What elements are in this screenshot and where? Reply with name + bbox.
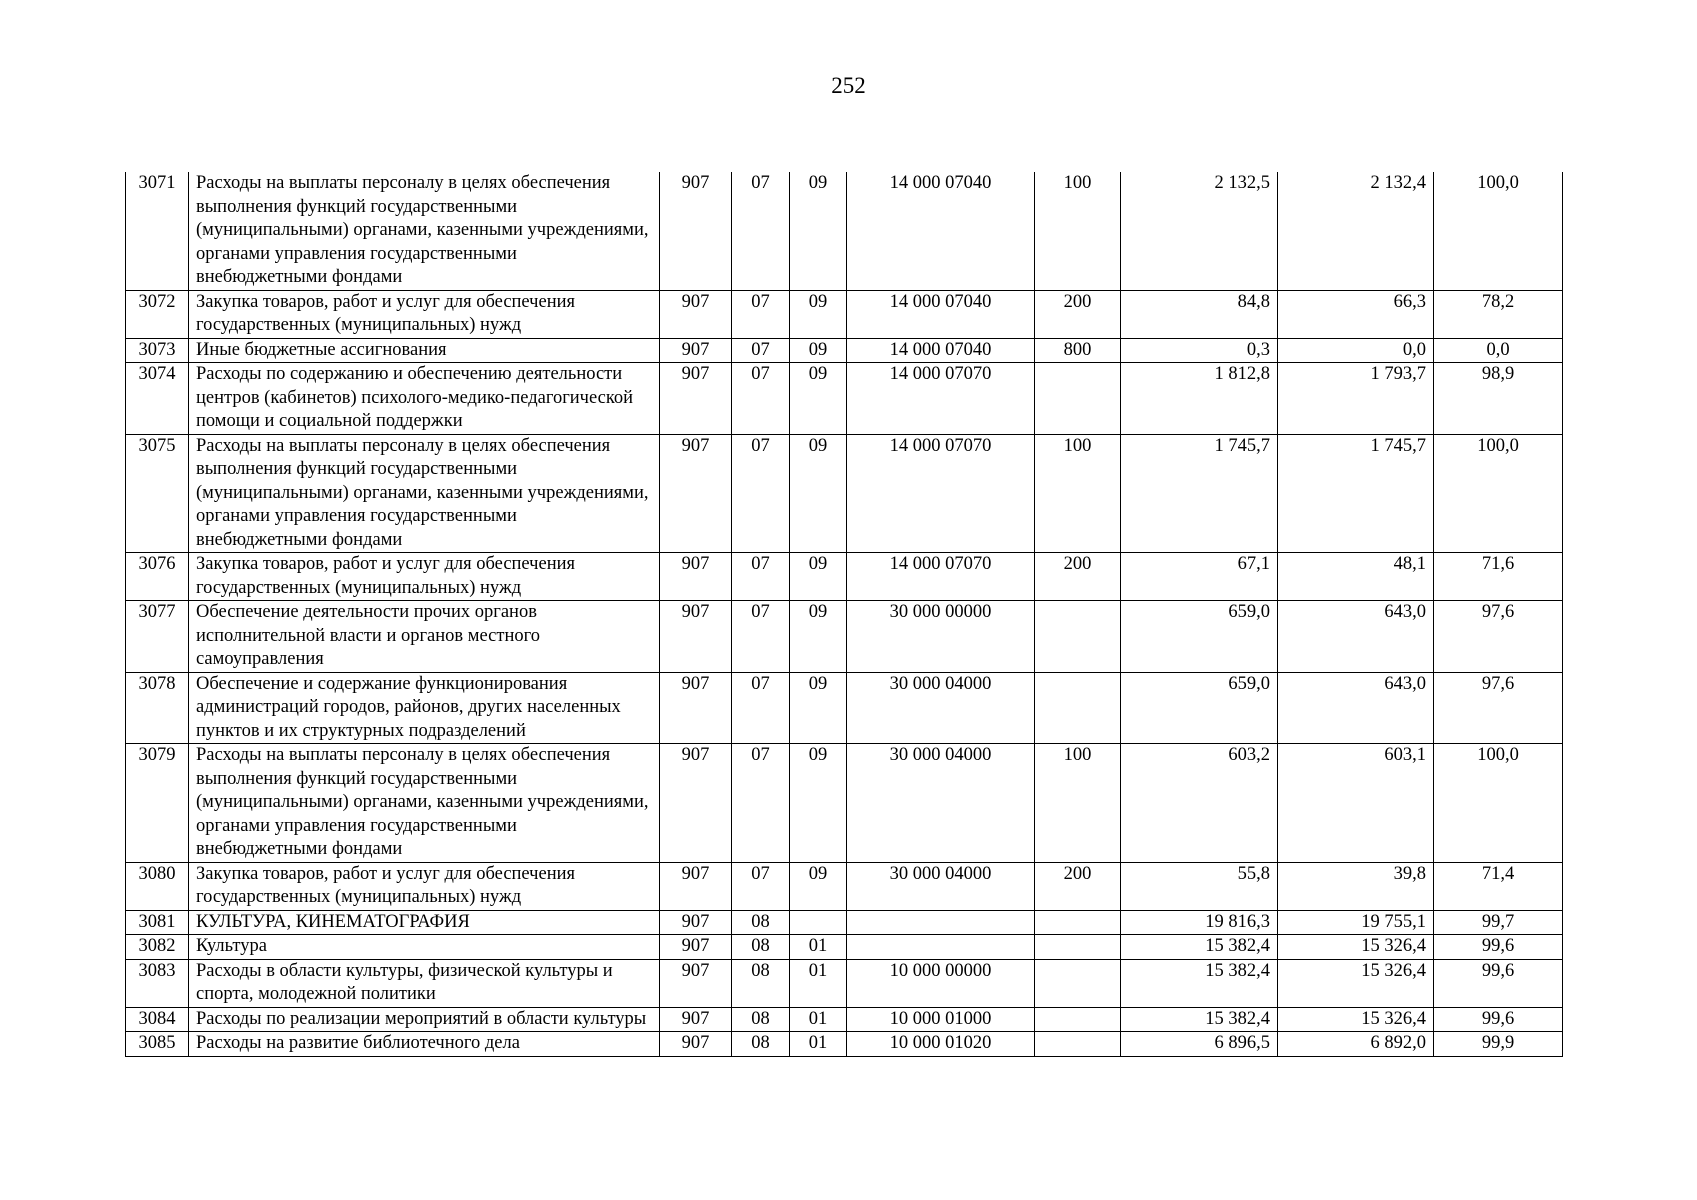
target-item-code-cell: 30 000 04000 [847, 744, 1035, 863]
execution-percent-cell: 99,9 [1434, 1032, 1563, 1057]
department-code-cell: 907 [660, 910, 732, 935]
department-code-cell: 907 [660, 290, 732, 338]
target-item-code-cell: 10 000 01000 [847, 1007, 1035, 1032]
actual-amount-cell: 19 755,1 [1278, 910, 1434, 935]
department-code-cell: 907 [660, 672, 732, 744]
department-code-cell: 907 [660, 172, 732, 290]
expense-type-code-cell: 200 [1035, 553, 1121, 601]
expense-type-code-cell [1035, 910, 1121, 935]
department-code-cell: 907 [660, 935, 732, 960]
actual-amount-cell: 1 793,7 [1278, 363, 1434, 435]
planned-amount-cell: 603,2 [1121, 744, 1278, 863]
planned-amount-cell: 6 896,5 [1121, 1032, 1278, 1057]
target-item-code-cell: 14 000 07070 [847, 553, 1035, 601]
expense-name-cell: Расходы по реализации мероприятий в области культуры [189, 1007, 660, 1032]
row-number-cell: 3082 [126, 935, 189, 960]
row-number-cell: 3077 [126, 601, 189, 673]
target-item-code-cell: 14 000 07040 [847, 172, 1035, 290]
subsection-code-cell: 09 [790, 338, 847, 363]
target-item-code-cell: 14 000 07070 [847, 434, 1035, 553]
subsection-code-cell: 09 [790, 434, 847, 553]
target-item-code-cell: 10 000 00000 [847, 959, 1035, 1007]
execution-percent-cell: 99,6 [1434, 959, 1563, 1007]
section-code-cell: 08 [732, 935, 790, 960]
planned-amount-cell: 67,1 [1121, 553, 1278, 601]
row-number-cell: 3081 [126, 910, 189, 935]
subsection-code-cell: 01 [790, 935, 847, 960]
section-code-cell: 07 [732, 744, 790, 863]
table-row [126, 172, 1563, 290]
actual-amount-cell: 0,0 [1278, 338, 1434, 363]
section-code-cell: 07 [732, 290, 790, 338]
execution-percent-cell: 100,0 [1434, 172, 1563, 290]
table-row [126, 338, 1563, 363]
target-item-code-cell: 30 000 04000 [847, 672, 1035, 744]
execution-percent-cell: 97,6 [1434, 601, 1563, 673]
planned-amount-cell: 659,0 [1121, 672, 1278, 744]
expense-name-cell: Расходы на развитие библиотечного дела [189, 1032, 660, 1057]
table-row [126, 744, 1563, 863]
table-row [126, 601, 1563, 673]
target-item-code-cell: 30 000 00000 [847, 601, 1035, 673]
planned-amount-cell: 15 382,4 [1121, 959, 1278, 1007]
expense-name-cell: Культура [189, 935, 660, 960]
row-number-cell: 3076 [126, 553, 189, 601]
row-number-cell: 3084 [126, 1007, 189, 1032]
table-row [126, 862, 1563, 910]
execution-percent-cell: 71,6 [1434, 553, 1563, 601]
row-number-cell: 3075 [126, 434, 189, 553]
actual-amount-cell: 643,0 [1278, 672, 1434, 744]
planned-amount-cell: 15 382,4 [1121, 1007, 1278, 1032]
target-item-code-cell: 10 000 01020 [847, 1032, 1035, 1057]
department-code-cell: 907 [660, 744, 732, 863]
planned-amount-cell: 2 132,5 [1121, 172, 1278, 290]
table-row [126, 1032, 1563, 1057]
expense-type-code-cell: 800 [1035, 338, 1121, 363]
subsection-code-cell: 09 [790, 363, 847, 435]
planned-amount-cell: 0,3 [1121, 338, 1278, 363]
row-number-cell: 3080 [126, 862, 189, 910]
planned-amount-cell: 15 382,4 [1121, 935, 1278, 960]
table-row [126, 959, 1563, 1007]
expense-type-code-cell: 200 [1035, 290, 1121, 338]
subsection-code-cell: 09 [790, 601, 847, 673]
expense-type-code-cell [1035, 601, 1121, 673]
execution-percent-cell: 99,6 [1434, 935, 1563, 960]
expense-name-cell: Расходы на выплаты персоналу в целях обеспечения выполнения функций государственными (муниципальными) органами, казенными учреждениями, органами управления государственными внебюджетными фондами [189, 434, 660, 553]
department-code-cell: 907 [660, 862, 732, 910]
expense-name-cell: Закупка товаров, работ и услуг для обеспечения государственных (муниципальных) нужд [189, 553, 660, 601]
execution-percent-cell: 78,2 [1434, 290, 1563, 338]
planned-amount-cell: 19 816,3 [1121, 910, 1278, 935]
subsection-code-cell: 01 [790, 959, 847, 1007]
row-number-cell: 3072 [126, 290, 189, 338]
target-item-code-cell: 30 000 04000 [847, 862, 1035, 910]
planned-amount-cell: 1 812,8 [1121, 363, 1278, 435]
department-code-cell: 907 [660, 1007, 732, 1032]
target-item-code-cell: 14 000 07070 [847, 363, 1035, 435]
section-code-cell: 08 [732, 910, 790, 935]
expense-name-cell: КУЛЬТУРА, КИНЕМАТОГРАФИЯ [189, 910, 660, 935]
subsection-code-cell: 09 [790, 672, 847, 744]
department-code-cell: 907 [660, 601, 732, 673]
execution-percent-cell: 100,0 [1434, 434, 1563, 553]
expense-name-cell: Расходы по содержанию и обеспечению деятельности центров (кабинетов) психолого-медико-педагогической помощи и социальной поддержки [189, 363, 660, 435]
subsection-code-cell: 09 [790, 290, 847, 338]
department-code-cell: 907 [660, 959, 732, 1007]
department-code-cell: 907 [660, 434, 732, 553]
actual-amount-cell: 39,8 [1278, 862, 1434, 910]
department-code-cell: 907 [660, 363, 732, 435]
execution-percent-cell: 99,6 [1434, 1007, 1563, 1032]
section-code-cell: 07 [732, 338, 790, 363]
expense-type-code-cell [1035, 959, 1121, 1007]
expense-name-cell: Закупка товаров, работ и услуг для обеспечения государственных (муниципальных) нужд [189, 290, 660, 338]
subsection-code-cell [790, 910, 847, 935]
target-item-code-cell: 14 000 07040 [847, 290, 1035, 338]
department-code-cell: 907 [660, 1032, 732, 1057]
row-number-cell: 3085 [126, 1032, 189, 1057]
table-row [126, 434, 1563, 553]
section-code-cell: 08 [732, 1032, 790, 1057]
subsection-code-cell: 09 [790, 172, 847, 290]
expense-type-code-cell [1035, 1007, 1121, 1032]
expense-name-cell: Расходы на выплаты персоналу в целях обеспечения выполнения функций государственными (муниципальными) органами, казенными учреждениями, органами управления государственными внебюджетными фондами [189, 172, 660, 290]
expense-name-cell: Обеспечение деятельности прочих органов исполнительной власти и органов местного самоуправления [189, 601, 660, 673]
subsection-code-cell: 01 [790, 1007, 847, 1032]
section-code-cell: 07 [732, 172, 790, 290]
target-item-code-cell [847, 935, 1035, 960]
row-number-cell: 3073 [126, 338, 189, 363]
actual-amount-cell: 643,0 [1278, 601, 1434, 673]
section-code-cell: 07 [732, 862, 790, 910]
section-code-cell: 08 [732, 1007, 790, 1032]
expense-name-cell: Расходы в области культуры, физической культуры и спорта, молодежной политики [189, 959, 660, 1007]
actual-amount-cell: 48,1 [1278, 553, 1434, 601]
row-number-cell: 3071 [126, 172, 189, 290]
section-code-cell: 07 [732, 363, 790, 435]
actual-amount-cell: 15 326,4 [1278, 1007, 1434, 1032]
section-code-cell: 07 [732, 601, 790, 673]
expense-type-code-cell [1035, 363, 1121, 435]
table-row [126, 672, 1563, 744]
target-item-code-cell [847, 910, 1035, 935]
execution-percent-cell: 0,0 [1434, 338, 1563, 363]
actual-amount-cell: 15 326,4 [1278, 935, 1434, 960]
table-row [126, 935, 1563, 960]
table-row [126, 910, 1563, 935]
subsection-code-cell: 01 [790, 1032, 847, 1057]
execution-percent-cell: 98,9 [1434, 363, 1563, 435]
row-number-cell: 3078 [126, 672, 189, 744]
subsection-code-cell: 09 [790, 862, 847, 910]
section-code-cell: 07 [732, 434, 790, 553]
actual-amount-cell: 15 326,4 [1278, 959, 1434, 1007]
subsection-code-cell: 09 [790, 744, 847, 863]
expense-name-cell: Закупка товаров, работ и услуг для обеспечения государственных (муниципальных) нужд [189, 862, 660, 910]
table-row [126, 363, 1563, 435]
execution-percent-cell: 97,6 [1434, 672, 1563, 744]
table-row [126, 553, 1563, 601]
planned-amount-cell: 55,8 [1121, 862, 1278, 910]
department-code-cell: 907 [660, 553, 732, 601]
page-number: 252 [831, 73, 866, 98]
subsection-code-cell: 09 [790, 553, 847, 601]
expense-type-code-cell: 100 [1035, 744, 1121, 863]
table-body [126, 172, 1563, 1056]
row-number-cell: 3074 [126, 363, 189, 435]
execution-percent-cell: 71,4 [1434, 862, 1563, 910]
actual-amount-cell: 603,1 [1278, 744, 1434, 863]
table-row [126, 1007, 1563, 1032]
department-code-cell: 907 [660, 338, 732, 363]
section-code-cell: 07 [732, 553, 790, 601]
section-code-cell: 07 [732, 672, 790, 744]
expense-name-cell: Обеспечение и содержание функционирования администраций городов, районов, других населенных пунктов и их структурных подразделений [189, 672, 660, 744]
table-row [126, 290, 1563, 338]
actual-amount-cell: 66,3 [1278, 290, 1434, 338]
expense-type-code-cell: 100 [1035, 172, 1121, 290]
actual-amount-cell: 2 132,4 [1278, 172, 1434, 290]
budget-table [125, 172, 1563, 1057]
row-number-cell: 3083 [126, 959, 189, 1007]
execution-percent-cell: 99,7 [1434, 910, 1563, 935]
actual-amount-cell: 1 745,7 [1278, 434, 1434, 553]
row-number-cell: 3079 [126, 744, 189, 863]
expense-type-code-cell [1035, 672, 1121, 744]
expense-name-cell: Расходы на выплаты персоналу в целях обеспечения выполнения функций государственными (муниципальными) органами, казенными учреждениями, органами управления государственными внебюджетными фондами [189, 744, 660, 863]
section-code-cell: 08 [732, 959, 790, 1007]
planned-amount-cell: 659,0 [1121, 601, 1278, 673]
expense-type-code-cell [1035, 935, 1121, 960]
planned-amount-cell: 84,8 [1121, 290, 1278, 338]
expense-name-cell: Иные бюджетные ассигнования [189, 338, 660, 363]
target-item-code-cell: 14 000 07040 [847, 338, 1035, 363]
expense-type-code-cell [1035, 1032, 1121, 1057]
planned-amount-cell: 1 745,7 [1121, 434, 1278, 553]
expense-type-code-cell: 100 [1035, 434, 1121, 553]
execution-percent-cell: 100,0 [1434, 744, 1563, 863]
actual-amount-cell: 6 892,0 [1278, 1032, 1434, 1057]
expense-type-code-cell: 200 [1035, 862, 1121, 910]
